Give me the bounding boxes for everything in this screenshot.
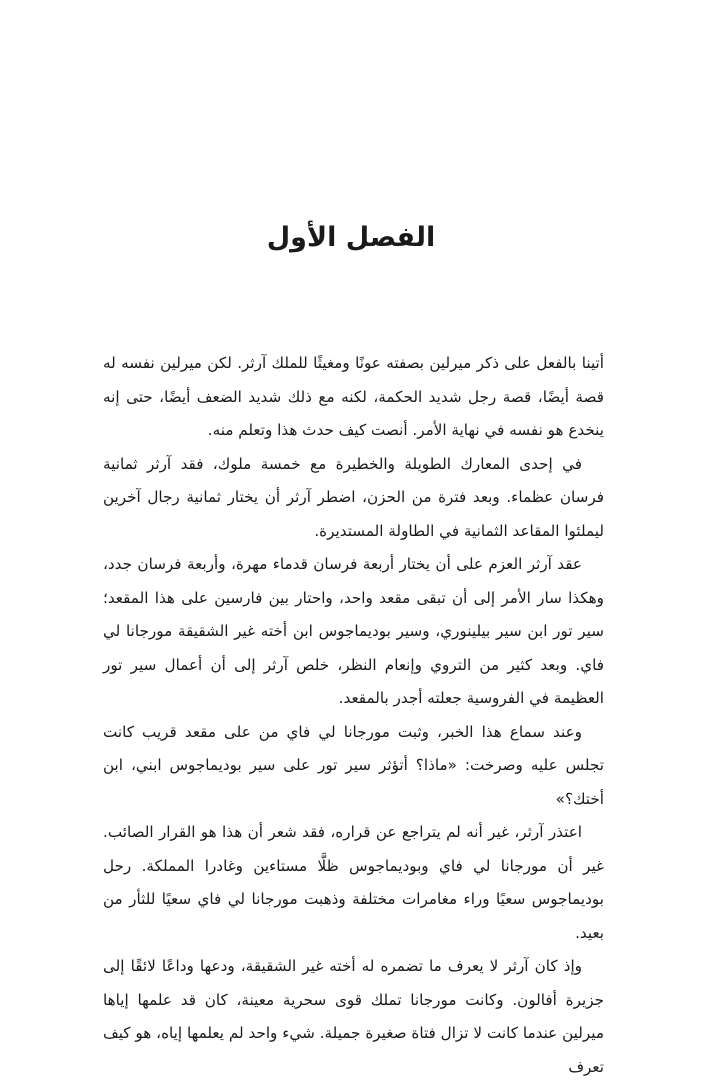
chapter-body	[103, 347, 604, 1084]
paragraph: وعند سماع هذا الخبر، وثبت مورجانا لي فاي من على مقعد قريب كانت تجلس عليه وصرخت: «ماذا؟ أتؤثر سير تور على سير بوديماجوس ابني، ابن أختك؟»	[103, 722, 604, 808]
chapter-title: الفصل الأول	[266, 222, 436, 253]
paragraph: في إحدى المعارك الطويلة والخطيرة مع خمسة ملوك، فقد آرثر ثمانية فرسان عظماء. وبعد فترة من الحزن، اضطر آرثر أن يختار ثمانية رجال آخرين ليملئوا المقاعد الثمانية في الطاولة المستديرة.	[103, 454, 604, 540]
paragraph: اعتذر آرثر، غير أنه لم يتراجع عن قراره، فقد شعر أن هذا هو القرار الصائب. غير أن مورجانا لي فاي وبوديماجوس ظلَّا مستاءين وغادرا المملكة. رحل بوديماجوس سعيًا وراء مغامرات مختلفة وذهبت مورجانا لي فاي سعيًا للثأر من بعيد.	[103, 823, 604, 942]
paragraph: وإذ كان آرثر لا يعرف ما تضمره له أخته غير الشقيقة، ودعها وداعًا لائقًا إلى جزيرة أفالون. وكانت مورجانا تملك قوى سحرية معينة، كان قد علمها إياها ميرلين عندما كانت لا تزال فتاة صغيرة جميلة. شيء واحد لم يعلمها إياه، هو كيف تعرف	[103, 957, 604, 1076]
paragraph: عقد آرثر العزم على أن يختار أربعة فرسان قدماء مهرة، وأربعة فرسان جدد، وهكذا سار الأمر إلى أن تبقى مقعد واحد، واحتار بين فارسين على هذا المقعد؛ سير تور ابن سير بيلينوري، وسير بوديماجوس ابن أخته غير الشقيقة مورجانا لي فاي. وبعد كثير من التروي وإنعام النظر، خلص آرثر إلى أن أعمال سير تور العظيمة في الفروسية جعلته أجدر بالمقعد.	[103, 555, 604, 707]
paragraph: أتينا بالفعل على ذكر ميرلين بصفته عونًا ومغيثًا للملك آرثر. لكن ميرلين نفسه له قصة أيضًا، قصة رجل شديد الحكمة، لكنه مع ذلك شديد الضعف أيضًا، حتى إنه ينخدع هو نفسه في نهاية الأمر. أنصت كيف حدث هذا وتعلم منه.	[103, 354, 604, 439]
